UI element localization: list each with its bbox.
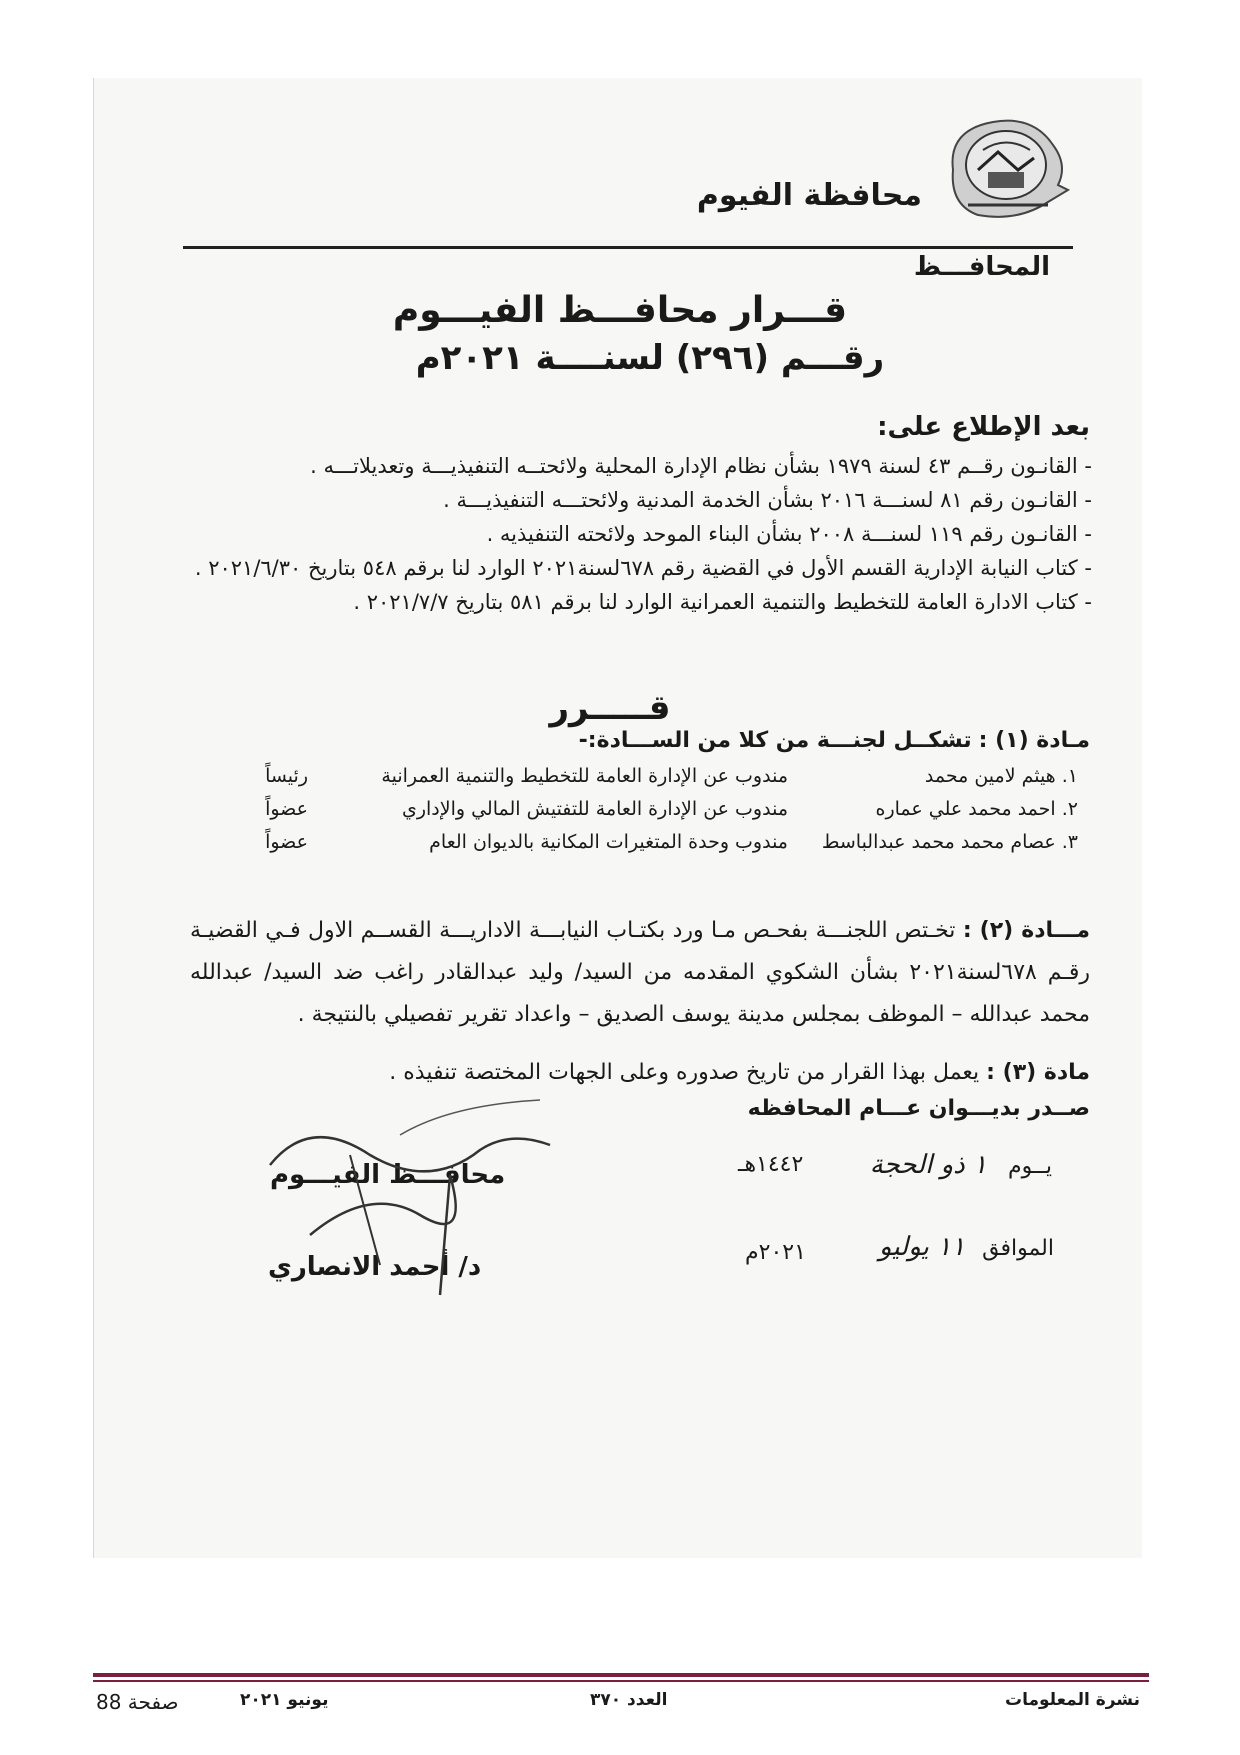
issued-line: صــدر بديـــوان عـــام المحافظه: [747, 1096, 1090, 1121]
greg-handwritten: ١١ يوليو: [879, 1232, 966, 1262]
preamble-heading: بعد الإطلاع على:: [877, 412, 1090, 442]
article-2-text: تخـتص اللجنـــة بفحـص مـا ورد بكتـاب النيابـــة الاداريـــة القســم الاول فـي القضيـة رقـم ٦٧٨لسنة٢٠٢١ بشأن الشكوي المقدمه من السيد/ وليد عبدالقادر راغب ضد السيد/ عبدالله محمد عبدالله – الموظف بمجلس مدينة يوسف الصديق – واعداد تقرير تفصيلي بالنتيجة .: [190, 918, 1090, 1027]
article-3-label: مادة (٣) :: [986, 1060, 1090, 1085]
preamble-list: [192, 450, 1092, 620]
signatory-title: محافـــظ الفيـــوم: [270, 1160, 506, 1190]
governorate-name: محافظة الفيوم: [696, 178, 922, 213]
article-3-text: يعمل بهذا القرار من تاريخ صدوره وعلى الجهات المختصة تنفيذه .: [389, 1060, 980, 1085]
member-name: ١. هيثم لامين محمد: [924, 765, 1078, 787]
footer-divider-thin: [93, 1680, 1149, 1682]
hijri-year: ١٤٤٢هـ: [738, 1152, 804, 1177]
member-dept: مندوب وحدة المتغيرات المكانية بالديوان العام: [429, 831, 788, 853]
member-role: رئيساً: [265, 765, 308, 787]
header-divider: [183, 246, 1073, 249]
footer-bulletin: نشرة المعلومات: [1004, 1690, 1140, 1710]
decree-number: رقـــم (٢٩٦) لسنــــة ٢٠٢١م: [415, 338, 885, 378]
preamble-item: - القانـون رقم ٨١ لسنـــة ٢٠١٦ بشأن الخدمة المدنية ولائحتـــه التنفيذيـــة .: [443, 488, 1092, 512]
article-2-label: مـــادة (٢) :: [962, 918, 1091, 943]
day-handwritten: ١ ذو الحجة: [869, 1150, 987, 1180]
member-dept: مندوب عن الإدارة العامة للتفتيش المالي والإداري: [401, 798, 788, 820]
table-row: [188, 795, 1078, 828]
member-name: ٣. عصام محمد محمد عبدالباسط: [821, 831, 1078, 853]
date-match-row: [879, 1232, 1054, 1262]
member-dept: مندوب عن الإدارة العامة للتخطيط والتنمية العمرانية: [381, 765, 788, 787]
decree-title: قـــرار محافـــظ الفيـــوم: [392, 290, 848, 331]
signatory-name: د/ أحمد الانصاري: [268, 1252, 482, 1282]
date-day-row: [870, 1150, 1052, 1180]
footer-issue: العدد ٣٧٠: [590, 1690, 668, 1710]
member-role: عضواً: [265, 798, 308, 820]
governorate-emblem-icon: [938, 110, 1078, 228]
article-1-text: تشكــل لجنـــة من كلا من الســـادة:-: [578, 728, 972, 753]
footer-page: صفحة 88: [96, 1690, 179, 1714]
article-1-label: مـادة (١) :: [978, 728, 1090, 753]
preamble-item: - القانـون رقــم ٤٣ لسنة ١٩٧٩ بشأن نظام الإدارة المحلية ولائحتــه التنفيذيـــة وتعديلاتـــه .: [310, 454, 1092, 478]
article-3: [389, 1060, 1090, 1085]
member-role: عضواً: [265, 831, 308, 853]
preamble-item: - كتاب الادارة العامة للتخطيط والتنمية العمرانية الوارد لنا برقم ٥٨١ بتاريخ ٢٠٢١/٧/٧ .: [353, 590, 1092, 614]
match-label: الموافق: [982, 1236, 1054, 1261]
day-label: يــوم: [1008, 1154, 1052, 1179]
preamble-item: - القانـون رقم ١١٩ لسنـــة ٢٠٠٨ بشأن البناء الموحد ولائحته التنفيذيه .: [486, 522, 1092, 546]
footer-month: يونيو ٢٠٢١: [240, 1690, 329, 1710]
governor-label: المحافـــظ: [913, 252, 1050, 282]
committee-table: [188, 762, 1078, 861]
handwritten-signature-icon: [250, 1095, 570, 1315]
table-row: [188, 828, 1078, 861]
decision-heading: قـــــرر: [549, 688, 671, 728]
table-row: [188, 762, 1078, 795]
article-1: [579, 728, 1090, 753]
footer-divider: [93, 1673, 1149, 1677]
preamble-item: - كتاب النيابة الإدارية القسم الأول في القضية رقم ٦٧٨لسنة٢٠٢١ الوارد لنا برقم ٥٤٨ بتاريخ ٢٠٢١/٦/٣٠ .: [194, 556, 1092, 580]
gregorian-year: ٢٠٢١م: [745, 1240, 806, 1265]
article-2: [190, 910, 1090, 1036]
member-name: ٢. احمد محمد علي عماره: [875, 798, 1078, 820]
